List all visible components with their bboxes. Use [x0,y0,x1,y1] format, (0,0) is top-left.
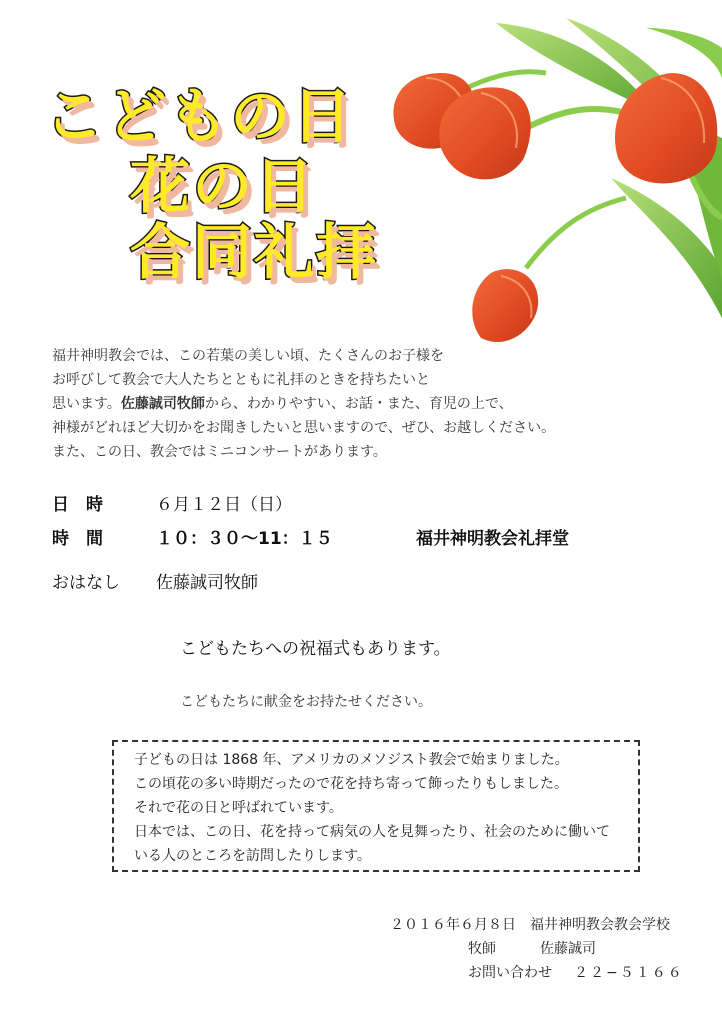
footer-contact-label: お問い合わせ [468,965,552,981]
stem [526,109,626,128]
intro-line: また、この日、教会ではミニコンサートがあります。 [52,444,387,460]
notice-box [112,740,640,872]
tulip [472,269,538,342]
footer-date-org: ２０１６年６月８日 福井神明教会教会学校 [390,917,670,933]
pastor-name-emphasis: 佐藤誠司牧師 [120,396,205,412]
time-label: 時 間 [52,529,103,549]
intro-line [52,392,612,416]
notice-line: いる人のところを訪問したりします。 [134,848,371,864]
venue: 福井神明教会礼拝堂 [416,529,569,549]
speaker-value: 佐藤誠司牧師 [156,573,258,593]
time-value: １０：３０〜11：１５ [156,529,333,549]
footer-pastor-label: 牧師 [468,941,496,957]
notice-line: それで花の日と呼ばれています。 [134,800,343,816]
notice-line: 日本では、この日、花を持って病気の人を見舞ったり、社会のために働いて [134,824,610,840]
notice-line: この頃花の多い時期だったので花を持ち寄って飾ったりもしました。 [134,776,568,792]
intro-paragraph [52,344,612,464]
intro-line: 神様がどれほど大切かをお聞きしたいと思いますので、ぜひ、お越しください。 [52,420,556,436]
tulips-illustration [386,18,722,358]
intro-text: から、わかりやすい、お話・また、育児の上で、 [204,396,513,412]
date-label: 日 時 [52,495,103,515]
date-value: ６月１２日（日） [156,495,292,515]
blessing-note: こどもたちへの祝福式もあります。 [180,639,451,659]
offering-note: こどもたちに献金をお持たせください。 [180,694,432,710]
intro-line: お呼びして教会で大人たちとともに礼拝のときを持ちたいと [52,372,430,388]
title-line-1: こどもの日 [44,82,354,152]
notice-line: 子どもの日は 1868 年、アメリカのメソジスト教会で始まりました。 [134,752,569,768]
title-line-3: 合同礼拝 [130,218,378,288]
speaker-label: おはなし [52,573,120,593]
title-line-2: 花の日 [130,152,316,222]
leaf [646,28,722,78]
intro-text: 思います。 [52,396,121,412]
intro-line: 福井神明教会では、この若葉の美しい頃、たくさんのお子様を [52,348,444,364]
stem [526,198,626,268]
footer-contact-number: ２２−５１６６ [574,965,684,981]
footer-pastor-name: 佐藤誠司 [540,941,596,957]
